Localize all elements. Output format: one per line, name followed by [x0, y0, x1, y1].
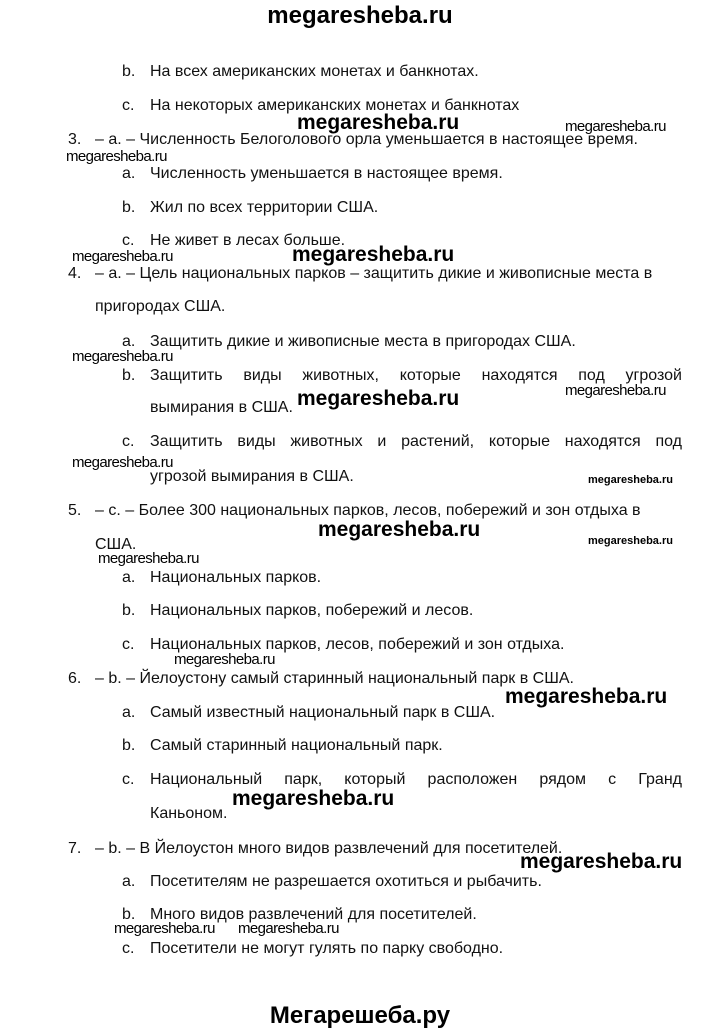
watermark: megaresheba.ru — [520, 850, 683, 873]
watermark: megaresheba.ru — [66, 148, 167, 165]
watermark: megaresheba.ru — [238, 920, 339, 937]
option-text-continued: угрозой вымирания в США. — [150, 468, 354, 485]
watermark: megaresheba.ru — [565, 118, 666, 135]
question-number: 6. — [68, 670, 82, 687]
option-letter: c. — [122, 97, 135, 114]
option-text: Национальных парков. — [150, 569, 322, 586]
option-text: Самый известный национальный парк в США. — [150, 704, 496, 721]
option-text-continued: вымирания в США. — [150, 399, 293, 416]
watermark: megaresheba.ru — [174, 651, 275, 668]
option-text: Численность уменьшается в настоящее время. — [150, 165, 503, 182]
option-text: Национальных парков, побережий и лесов. — [150, 602, 474, 619]
option-text: Защитить дикие и живописные места в пригородах США. — [150, 333, 576, 350]
question-answer: – b. – В Йелоустон много видов развлечений для посетителей. — [95, 840, 563, 857]
option-letter: c. — [122, 636, 135, 653]
option-text: Национальный парк, который расположен рядом с Гранд — [150, 771, 682, 788]
option-letter: c. — [122, 771, 135, 788]
site-header: megaresheba.ru — [267, 2, 453, 29]
question-number: 3. — [68, 131, 82, 148]
watermark: megaresheba.ru — [232, 787, 395, 810]
option-letter: a. — [122, 569, 136, 586]
watermark: megaresheba.ru — [98, 550, 199, 567]
option-letter: a. — [122, 333, 136, 350]
watermark: megaresheba.ru — [565, 382, 666, 399]
question-number: 4. — [68, 265, 82, 282]
option-text: Много видов развлечений для посетителей. — [150, 906, 477, 923]
option-text-continued: Каньоном. — [150, 805, 228, 822]
option-letter: c. — [122, 940, 135, 957]
option-text: Национальных парков, лесов, побережий и зон отдыха. — [150, 636, 565, 653]
option-text: Защитить виды животных и растений, которые находятся под — [150, 433, 682, 450]
question-answer: – b. – Йелоустону самый старинный национальный парк в США. — [95, 670, 574, 687]
site-footer: Мегарешеба.ру — [269, 1002, 451, 1029]
option-letter: b. — [122, 199, 136, 216]
option-letter: b. — [122, 63, 136, 80]
question-answer-continued: пригородах США. — [95, 298, 226, 315]
option-letter: b. — [122, 906, 136, 923]
option-text: На некоторых американских монетах и банкнотах — [150, 97, 520, 114]
option-text: Защитить виды животных, которые находятся под угрозой — [150, 367, 682, 384]
option-letter: c. — [122, 232, 135, 249]
question-answer: – a. – Численность Белоголового орла уменьшается в настоящее время. — [95, 131, 638, 148]
option-text: Самый старинный национальный парк. — [150, 737, 443, 754]
question-answer: – c. – Более 300 национальных парков, лесов, побережий и зон отдыха в — [95, 502, 641, 519]
question-answer: – a. – Цель национальных парков – защитить дикие и живописные места в — [95, 265, 653, 282]
option-text: Жил по всех территории США. — [150, 199, 379, 216]
watermark: megaresheba.ru — [297, 387, 460, 410]
option-text: Посетители не могут гулять по парку свободно. — [150, 940, 504, 957]
option-letter: b. — [122, 602, 136, 619]
watermark: megaresheba.ru — [72, 454, 173, 471]
watermark: megaresheba.ru — [292, 243, 455, 266]
option-letter: a. — [122, 873, 136, 890]
watermark: megaresheba.ru — [318, 518, 481, 541]
option-letter: b. — [122, 367, 136, 384]
watermark: megaresheba.ru — [72, 248, 173, 265]
watermark: megaresheba.ru — [72, 348, 173, 365]
watermark: megaresheba.ru — [297, 111, 460, 134]
watermark: megaresheba.ru — [588, 474, 673, 486]
question-number: 5. — [68, 502, 82, 519]
option-text: Посетителям не разрешается охотиться и рыбачить. — [150, 873, 542, 890]
option-letter: a. — [122, 165, 136, 182]
watermark: megaresheba.ru — [114, 920, 215, 937]
question-answer-continued: США. — [95, 536, 137, 553]
option-letter: a. — [122, 704, 136, 721]
watermark: megaresheba.ru — [505, 685, 668, 708]
watermark: megaresheba.ru — [588, 535, 673, 547]
option-letter: b. — [122, 737, 136, 754]
option-text: Не живет в лесах больше. — [150, 232, 346, 249]
question-number: 7. — [68, 840, 82, 857]
option-letter: c. — [122, 433, 135, 450]
option-text: На всех американских монетах и банкнотах. — [150, 63, 479, 80]
